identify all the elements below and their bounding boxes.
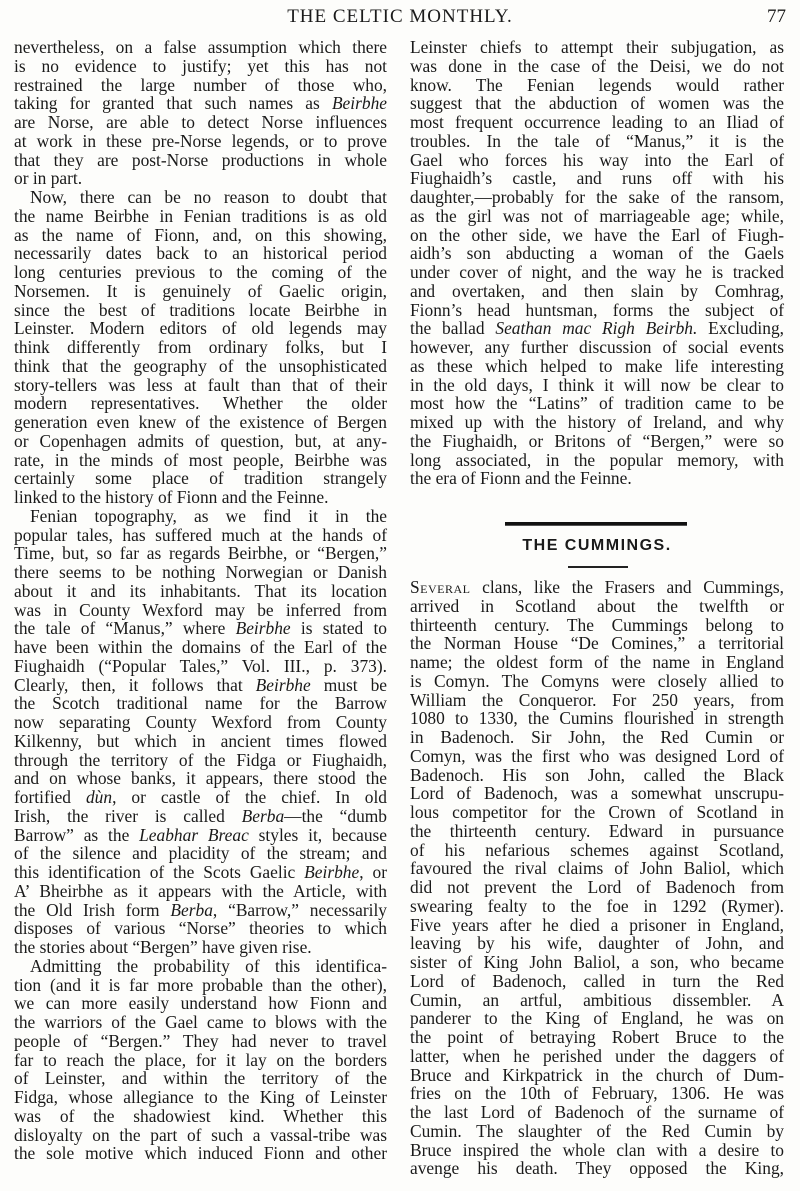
text-line: the stories about “Bergen” have given rise. — [14, 937, 312, 957]
text-line: did not prevent the Lord of Badenoch from — [410, 877, 784, 897]
text-line: Lord of Badenoch, called in turn the Red — [410, 970, 784, 991]
text-line: Cumin, an artful, ambitious dissembler. A — [410, 989, 784, 1010]
text-line: aidh’s son abducting a woman of the Gaels — [410, 243, 784, 264]
text-line: Fiughaidh’s castle, and runs off with his — [410, 168, 784, 189]
text-line: modern representatives. Whether the older — [14, 393, 387, 414]
text-line: the era of Fionn and the Feinne. — [410, 468, 632, 489]
text-line: the sole motive which induced Fionn and other — [14, 1143, 387, 1164]
text-line: on the other side, we have the Earl of Fiugh- — [410, 224, 784, 245]
section-divider-rule — [505, 522, 687, 526]
text-line: as the girl was not of marriageable age; while, — [410, 205, 784, 226]
text-line: through the territory of the Fidga or Fiughaidh, — [14, 749, 387, 770]
text-line: arrived in Scotland about the twelfth or — [410, 595, 784, 616]
text-line: was in County Wexford may be inferred from — [14, 599, 387, 620]
text-line: Lord of Badenoch, was a somewhat unscrupu- — [410, 783, 784, 804]
text-line: or Copenhagen admits of question, but, at any- — [14, 430, 387, 451]
text-line: Leinster. Modern editors of old legends may — [14, 318, 387, 339]
text-line: in the old days, I think it will now be clear to — [410, 374, 784, 395]
text-line: Comyn, was the first who was designed Lord of — [410, 745, 784, 766]
italic-term: Beirbhe — [255, 674, 311, 695]
text-line: Clearly, then, it follows that Beirbhe must be — [14, 674, 387, 695]
text-line: Cumin. The slaughter of the Red Cumin by — [410, 1120, 784, 1141]
text-line: of his nefarious schemes against Scotland, — [410, 839, 784, 860]
text-line: that they are post-Norse productions in whole — [14, 149, 387, 170]
text-line: most frequent occurrence leading to an Iliad of — [410, 112, 784, 132]
text-line: Time, but, so far as regards Beirbhe, or “Bergen,” — [14, 543, 387, 564]
text-line: at work in these pre-Norse legends, or to prove — [14, 130, 387, 151]
small-caps-opening: Several — [410, 577, 471, 597]
text-line: Badenoch. His son John, called the Black — [410, 764, 784, 785]
text-line: of the silence and placidity of the stream; and — [14, 843, 387, 864]
text-line: under cover of night, and the way he is tracked — [410, 262, 784, 282]
text-line: the ballad Seathan mac Righ Beirbh. Excluding, — [410, 318, 784, 339]
text-line: and overtaken, and then slain by Comhrag, — [410, 280, 784, 301]
section-body — [410, 578, 784, 1178]
text-line: and on whose banks, it appears, there stood the — [14, 768, 387, 789]
text-line: Irish, the river is called Berba—the “dumb — [14, 805, 387, 826]
text-line: Norsemen. It is genuinely of Gaelic origin, — [14, 280, 387, 301]
text-line: the Fiughaidh, or Britons of “Bergen,” were so — [410, 430, 784, 451]
text-line: A’ Bheirbhe as it appears with the Article, with — [14, 880, 387, 901]
text-line: Leinster chiefs to attempt their subjugation, as — [410, 37, 784, 57]
text-line: now separating County Wexford from County — [14, 712, 387, 732]
text-line: the Norman House “De Comines,” a territorial — [410, 633, 784, 654]
text-line: we can more easily understand how Fionn and — [14, 993, 387, 1014]
text-line: Kilkenny, but which in ancient times flowed — [14, 730, 387, 751]
italic-term: Leabhar Breac — [139, 824, 249, 845]
text-line: far to reach the place, for it lay on the borders — [14, 1049, 387, 1070]
text-line: about it and its inhabitants. That its location — [14, 580, 387, 601]
text-line: favoured the rival claims of John Baliol, which — [410, 858, 784, 879]
text-line: disloyalty on the part of such a vassal-tribe was — [14, 1124, 387, 1145]
text-line: long associated, in the popular memory, with — [410, 449, 784, 470]
page-number: 77 — [767, 6, 786, 27]
text-line: necessarily dates back to an historical period — [14, 243, 387, 264]
text-line: William the Conqueror. For 250 years, from — [410, 689, 784, 710]
text-line: know. The Fenian legends would rather — [410, 74, 784, 95]
text-line: Now, there can be no reason to doubt that — [30, 187, 387, 207]
text-line: Fionn’s head huntsman, forms the subject of — [410, 299, 784, 320]
text-line: are Norse, are able to detect Norse influences — [14, 112, 387, 132]
text-line: the tale of “Manus,” where Beirbhe is stated to — [14, 618, 388, 639]
italic-term: Beirbhe — [304, 862, 360, 882]
left-column — [14, 38, 387, 1163]
text-line: think that the geography of the unsophisticated — [14, 355, 387, 376]
text-line: latter, when he perished under the daggers of — [410, 1045, 784, 1066]
text-line: suggest that the abduction of women was the — [410, 93, 784, 114]
text-line: disposes of various “Norse” theories to which — [14, 918, 387, 939]
text-line: name; the oldest form of the name in England — [410, 652, 784, 672]
text-line: Fidga, whose allegiance to the King of Leinster — [14, 1087, 387, 1107]
text-line: Barrow” as the Leabhar Breac styles it, because — [14, 824, 387, 845]
text-line: or in part. — [14, 168, 83, 189]
text-line: the warriors of the Gael came to blows with the — [14, 1012, 387, 1032]
text-line: restrained the large number of those who, — [14, 74, 387, 95]
text-line: mixed up with the history of Ireland, and why — [410, 412, 784, 432]
text-line: Several clans, like the Frasers and Cummings, — [410, 577, 784, 597]
text-line: people of “Bergen.” They had never to travel — [14, 1030, 387, 1051]
text-line: was of the shadowiest kind. Whether this — [14, 1105, 387, 1126]
text-line: Five years after he died a prisoner in England, — [410, 914, 784, 935]
text-line: however, any further discussion of social events — [410, 337, 784, 357]
text-line: fries on the 10th of February, 1306. He was — [410, 1083, 784, 1104]
text-line: as the name of Fionn, and, on this showing, — [14, 224, 387, 245]
text-line: Bruce inspired the whole clan with a desire to — [410, 1139, 784, 1160]
text-line: the name Beirbhe in Fenian traditions is as old — [14, 205, 387, 226]
text-line: rate, in the minds of most people, Beirbhe was — [14, 449, 387, 470]
text-line: the thirteenth century. Edward in pursuance — [410, 820, 784, 841]
text-line: story-tellers was less at fault than that of their — [14, 374, 387, 395]
text-line: taking for granted that such names as Beirbhe — [14, 93, 387, 114]
text-line: long centuries previous to the coming of the — [14, 262, 387, 282]
right-column — [410, 38, 784, 488]
text-line: this identification of the Scots Gaelic Beirbhe, or — [14, 862, 387, 882]
heading-underline-rule — [568, 566, 628, 568]
text-line: generation even knew of the existence of Bergen — [14, 412, 387, 432]
italic-term: Berba — [170, 899, 213, 920]
italic-term: Seathan mac Righ Beirbh. — [495, 318, 698, 339]
text-line: most how the “Latins” of tradition came to be — [410, 393, 784, 414]
text-line: in Badenoch. Sir John, the Red Cumin or — [410, 727, 784, 747]
text-line: the Old Irish form Berba, “Barrow,” necessarily — [14, 899, 388, 920]
italic-term: Beirbhe — [331, 93, 387, 114]
text-line: panderer to the King of England, he was on — [410, 1008, 784, 1029]
text-line: the point of betraying Robert Bruce to the — [410, 1027, 784, 1047]
text-line: of Leinster, and within the territory of the — [14, 1068, 387, 1089]
text-line: since the best of traditions locate Beirbhe in — [14, 299, 387, 320]
text-line: was done in the case of the Deisi, we do not — [410, 55, 784, 76]
text-line: Gael who forces his way into the Earl of — [410, 149, 784, 170]
text-line: troubles. In the tale of “Manus,” it is the — [410, 130, 784, 151]
text-line: the Scotch traditional name for the Barrow — [14, 693, 387, 714]
text-line: Fenian topography, as we find it in the — [30, 505, 387, 526]
text-line: think differently from ordinary folks, but I — [14, 337, 387, 357]
text-line: tion (and it is far more probable than the other), — [14, 974, 387, 995]
text-line: the last Lord of Badenoch of the surname of — [410, 1102, 784, 1122]
text-line: as these which helped to make life interesting — [410, 355, 784, 376]
text-line: swearing fealty to the foe in 1292 (Rymer). — [410, 895, 784, 916]
text-line: have been within the domains of the Earl of the — [14, 637, 387, 657]
text-line: leaving by his wife, daughter of John, and — [410, 933, 784, 954]
text-line: lous competitor for the Crown of Scotland in — [410, 802, 784, 822]
text-line: daughter,—probably for the sake of the ransom, — [410, 187, 784, 207]
journal-title: THE CELTIC MONTHLY. — [287, 6, 513, 27]
italic-term: Berba — [241, 805, 285, 826]
running-header — [0, 0, 800, 34]
italic-term: dùn — [85, 787, 113, 807]
text-line: there seems to be nothing Norwegian or Danish — [14, 562, 387, 582]
text-line: linked to the history of Fionn and the Feinne. — [14, 487, 329, 507]
text-line: popular tales, has suffered much at the hands of — [14, 524, 387, 545]
text-line: Fiughaidh (“Popular Tales,” Vol. III., p. 373). — [14, 655, 387, 676]
italic-term: Beirbhe — [235, 618, 291, 639]
text-line: certainly some place of tradition strangely — [14, 468, 387, 489]
text-line: 1080 to 1330, the Cumins flourished in strength — [410, 708, 784, 729]
text-line: avenge his death. They opposed the King, — [410, 1158, 784, 1179]
section-heading: THE CUMMINGS. — [522, 537, 672, 554]
text-line: is no evidence to justify; yet this has not — [14, 55, 387, 76]
text-line: sister of King John Baliol, a son, who became — [410, 952, 784, 972]
text-line: Bruce and Kirkpatrick in the church of Dum- — [410, 1064, 784, 1085]
text-line: nevertheless, on a false assumption which there — [14, 37, 387, 57]
text-line: fortified dùn, or castle of the chief. In old — [14, 787, 388, 807]
text-line: thirteenth century. The Cummings belong to — [410, 614, 784, 635]
text-line: is Comyn. The Comyns were closely allied to — [410, 670, 784, 691]
text-line: Admitting the probability of this identifica- — [30, 955, 387, 976]
